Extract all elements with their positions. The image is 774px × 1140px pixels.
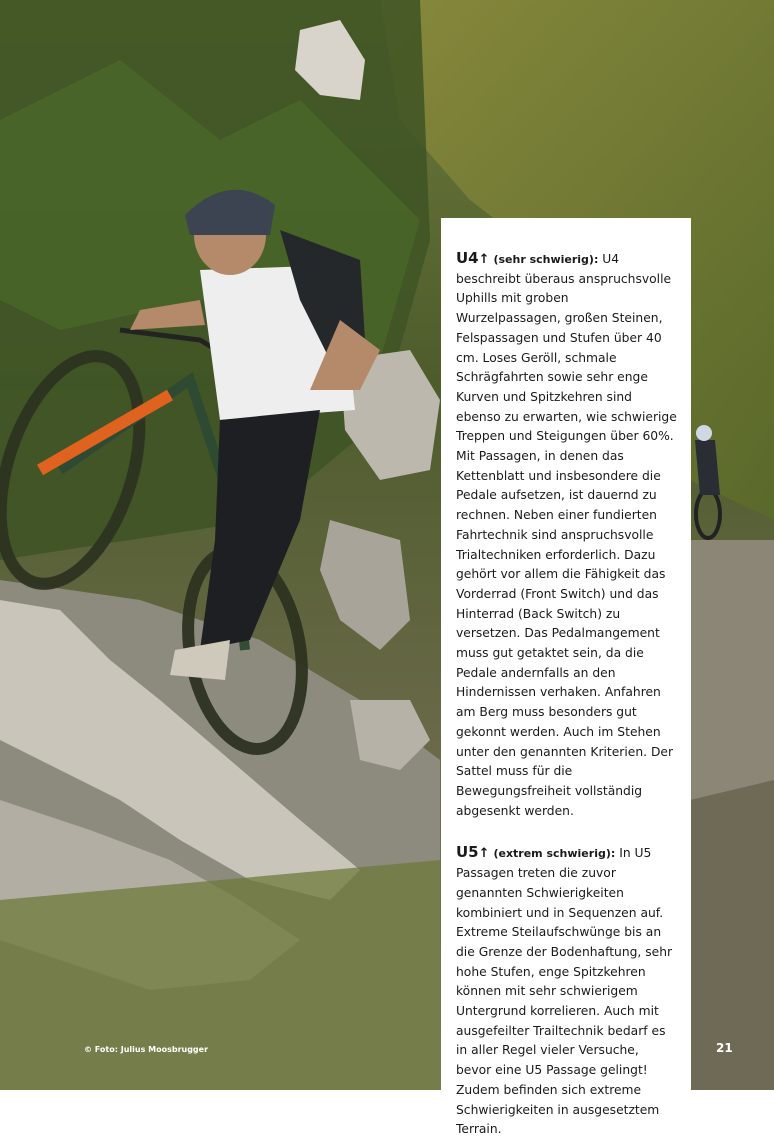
qualifier-u5: (extrem schwierig): [493, 847, 616, 861]
body-text-u5: In U5 Passagen treten die zuvor genannten Schwierigkeiten kombiniert und in Sequenzen auf. Extreme Steilaufschwünge bis an die Grenze der Bodenhaftung, sehr hohe Stufen, enge Spitzkehren können mit sehr schwierigem Untergrund korrelieren. Auch mit ausgefeilter Trailtechnik bedarf es in aller Regel vieler Versuche, bevor eine U5 Passage gelingt! Zudem befinden sich extreme Schwierigkeiten in ausgesetztem Terrain. [456, 846, 673, 1137]
photo-credit: © Foto: Julius Moosbrugger [84, 1045, 209, 1054]
qualifier-u4: (sehr schwierig): [493, 253, 599, 266]
section-u5 [456, 843, 677, 1140]
up-arrow-icon: ↑ [478, 252, 490, 267]
page-number: 21 [716, 1041, 733, 1055]
level-label-u5: U5 [456, 843, 479, 862]
text-column [441, 218, 691, 1137]
up-arrow-icon: ↑ [478, 846, 490, 862]
section-u4 [456, 249, 677, 821]
level-label-u4: U4 [456, 249, 479, 267]
body-text-u4: U4 beschreibt überaus anspruchsvolle Uphills mit groben Wurzelpassagen, großen Steinen, Felspassagen und Stufen über 40 cm. Loses Geröll, schmale Schrägfahrten sowie sehr enge Kurven und Spitzkehren sind ebenso zu erwarten, wie schwierige Treppen und Steigungen über 60%. Mit Passagen, in denen das Kettenblatt und insbesondere die Pedale aufsetzen, ist dauernd zu rechnen. Neben einer fundierten Fahrtechnik sind anspruchsvolle Trialtechniken erforderlich. Dazu gehört vor allem die Fähigkeit das Vorderrad (Front Switch) und das Hinterrad (Back Switch) zu versetzen. Das Pedalmangement muss gut getaktet sein, da die Pedale andernfalls an den Hindernissen verhaken. Anfahren am Berg muss besonders gut gekonnt werden. Auch im Stehen unter den genannten Kriterien. Der Sattel muss für die Bewegungsfreiheit vollständig abgesenkt werden. [456, 252, 677, 818]
